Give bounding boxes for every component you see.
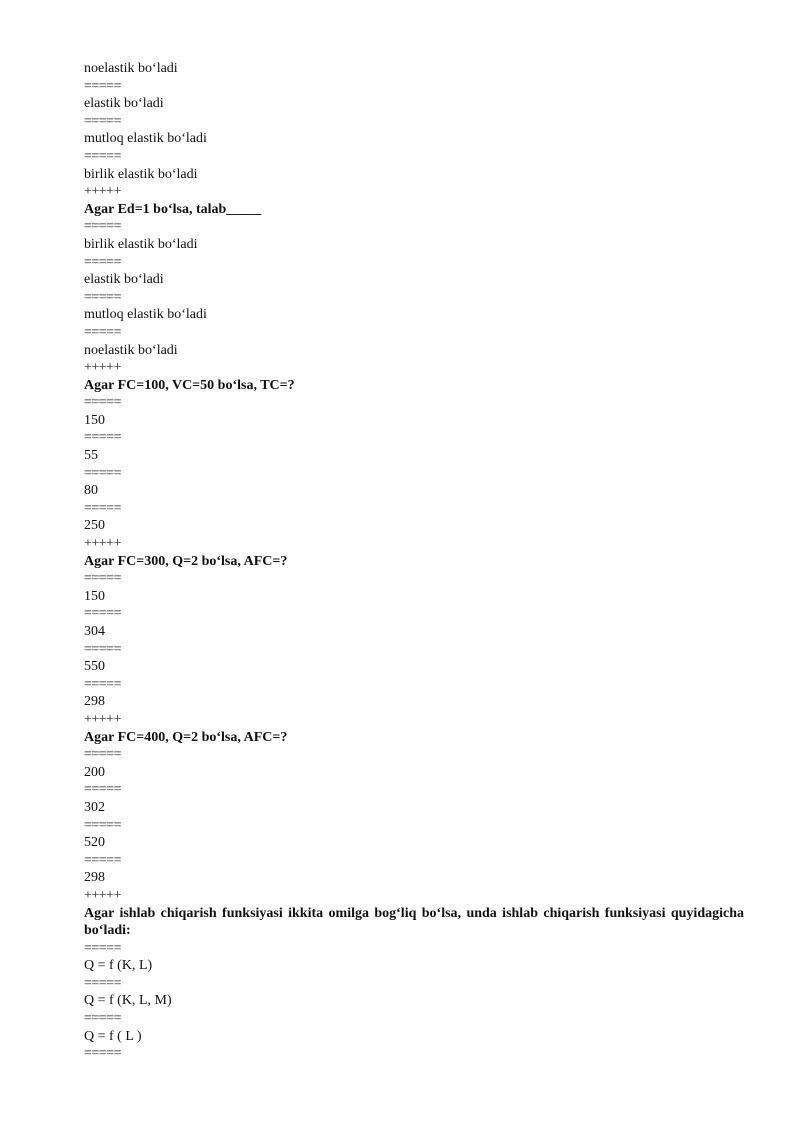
- option-separator: =====: [84, 676, 121, 692]
- answer-option: elastik bo‘ladi: [84, 272, 164, 288]
- option-separator: =====: [84, 254, 121, 270]
- option-separator: =====: [84, 395, 121, 411]
- option-separator: =====: [84, 975, 121, 991]
- question-separator: +++++: [84, 711, 121, 727]
- answer-option: 200: [84, 764, 105, 780]
- question-text: Agar ishlab chiqarish funksiyasi ikkita omilga bog‘liq bo‘lsa, unda ishlab chiqarish funksiyasi quyidagicha bo‘ladi:: [84, 905, 744, 939]
- option-separator: =====: [84, 641, 121, 657]
- answer-option: 520: [84, 835, 105, 851]
- answer-option: 55: [84, 448, 98, 464]
- option-separator: =====: [84, 465, 121, 481]
- question-text: Agar FC=400, Q=2 bo‘lsa, AFC=?: [84, 729, 288, 745]
- question-separator: +++++: [84, 184, 121, 200]
- question-separator: +++++: [84, 536, 121, 552]
- option-separator: =====: [84, 430, 121, 446]
- answer-option: elastik bo‘ladi: [84, 96, 164, 112]
- question-text: Agar Ed=1 bo‘lsa, talab_____: [84, 201, 262, 217]
- test-document-page: [84, 60, 744, 1063]
- answer-option: 150: [84, 412, 105, 428]
- question-text: Agar FC=300, Q=2 bo‘lsa, AFC=?: [84, 553, 288, 569]
- answer-option: 550: [84, 659, 105, 675]
- option-separator: =====: [84, 219, 121, 235]
- answer-option: birlik elastik bo‘ladi: [84, 166, 198, 182]
- question-text: Agar FC=100, VC=50 bo‘lsa, TC=?: [84, 377, 295, 393]
- option-separator: =====: [84, 1011, 121, 1027]
- answer-option: 80: [84, 483, 98, 499]
- question-separator: +++++: [84, 887, 121, 903]
- option-separator: =====: [84, 113, 121, 129]
- option-separator: =====: [84, 852, 121, 868]
- question-separator: +++++: [84, 360, 121, 376]
- answer-option: 302: [84, 799, 105, 815]
- option-separator: =====: [84, 817, 121, 833]
- answer-option: mutloq elastik bo‘ladi: [84, 307, 207, 323]
- option-separator: =====: [84, 940, 121, 956]
- answer-option: noelastik bo‘ladi: [84, 342, 178, 358]
- option-separator: =====: [84, 324, 121, 340]
- option-separator: =====: [84, 500, 121, 516]
- answer-option: 250: [84, 518, 105, 534]
- option-separator: =====: [84, 1046, 121, 1062]
- option-separator: =====: [84, 606, 121, 622]
- answer-option: 298: [84, 870, 105, 886]
- answer-option: Q = f (K, L, M): [84, 993, 172, 1009]
- option-separator: =====: [84, 148, 121, 164]
- answer-option: noelastik bo‘ladi: [84, 61, 178, 76]
- option-separator: =====: [84, 747, 121, 763]
- option-separator: =====: [84, 289, 121, 305]
- answer-option: mutloq elastik bo‘ladi: [84, 131, 207, 147]
- answer-option: birlik elastik bo‘ladi: [84, 236, 198, 252]
- answer-option: 298: [84, 694, 105, 710]
- answer-option: Q = f (K, L): [84, 958, 153, 974]
- option-separator: =====: [84, 78, 121, 94]
- answer-option: Q = f ( L ): [84, 1028, 142, 1044]
- option-separator: =====: [84, 571, 121, 587]
- answer-option: 150: [84, 588, 105, 604]
- answer-option: 304: [84, 624, 105, 639]
- option-separator: =====: [84, 782, 121, 798]
